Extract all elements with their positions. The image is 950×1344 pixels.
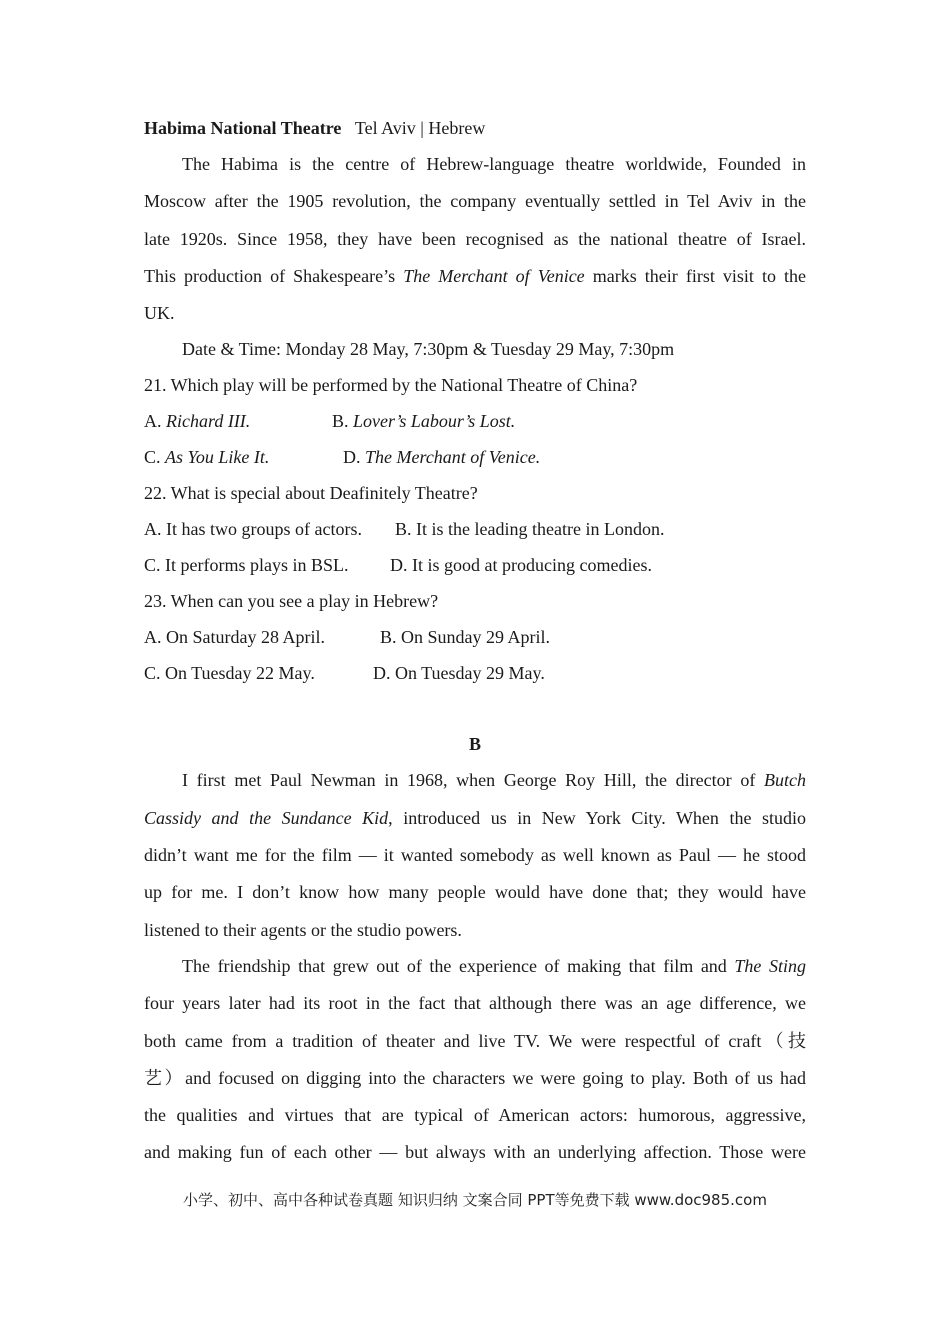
option-text: The Merchant of Venice. — [365, 447, 541, 467]
footer-watermark: 小学、初中、高中各种试卷真题 知识归纳 文案合同 PPT等免费下载 www.doc985.com — [183, 1191, 767, 1209]
passage-b-line — [144, 806, 806, 830]
passage-b-line: listened to their agents or the studio powers. — [144, 920, 462, 940]
film-title: The Sting — [734, 956, 806, 976]
question-23-option-a: A. On Saturday 28 April. — [144, 627, 325, 647]
passage-b-line: 艺）and focused on digging into the characters we were going to play. Both of us had — [144, 1068, 806, 1088]
question-23-option-b: B. On Sunday 29 April. — [380, 627, 551, 647]
question-21-stem: 21. Which play will be performed by the National Theatre of China? — [144, 375, 638, 395]
option-letter: C. — [144, 447, 166, 467]
question-22-option-c: C. It performs plays in BSL. — [144, 555, 349, 575]
question-23-option-d: D. On Tuesday 29 May. — [373, 663, 545, 683]
question-21-option-a — [144, 409, 250, 433]
theatre-location: Tel Aviv | Hebrew — [354, 118, 486, 138]
option-letter: A. — [144, 411, 166, 431]
passage-b-line: the qualities and virtues that are typical of American actors: humorous, aggressive, — [144, 1105, 806, 1125]
play-title: The Merchant of Venice — [403, 266, 585, 286]
habima-para-line: late 1920s. Since 1958, they have been recognised as the national theatre of Israel. — [144, 229, 806, 249]
option-text: Lover’s Labour’s Lost. — [353, 411, 516, 431]
option-letter: B. — [332, 411, 354, 431]
question-23-option-c: C. On Tuesday 22 May. — [144, 663, 315, 683]
habima-para-line — [144, 264, 806, 288]
passage-b-line: and making fun of each other — but always with an underlying affection. Those were — [144, 1142, 806, 1162]
passage-b-line — [144, 768, 806, 792]
text-run: The friendship that grew out of the experience of making that film and — [182, 956, 735, 976]
habima-para-line: The Habima is the centre of Hebrew-language theatre worldwide, Founded in — [182, 154, 806, 174]
question-21-option-c — [144, 445, 269, 469]
passage-b-line: didn’t want me for the film — it wanted somebody as well known as Paul — he stood — [144, 845, 806, 865]
theatre-heading — [144, 116, 485, 140]
question-22-option-a: A. It has two groups of actors. — [144, 519, 362, 539]
question-22-option-d: D. It is good at producing comedies. — [390, 555, 652, 575]
text-run: I first met Paul Newman in 1968, when George Roy Hill, the director of — [182, 770, 764, 790]
text-run: marks their first visit to the — [584, 266, 807, 286]
passage-b-line: up for me. I don’t know how many people would have done that; they would have — [144, 882, 806, 902]
passage-b-line — [144, 954, 806, 978]
theatre-name: Habima National Theatre — [144, 118, 342, 138]
question-21-option-d — [343, 445, 540, 469]
habima-para-line: Moscow after the 1905 revolution, the company eventually settled in Tel Aviv in the — [144, 191, 806, 211]
text-run: , introduced us in New York City. When the studio — [388, 808, 807, 828]
question-22-stem: 22. What is special about Deafinitely Theatre? — [144, 483, 478, 503]
passage-b-line: both came from a tradition of theater and live TV. We were respectful of craft（技 — [144, 1031, 806, 1051]
passage-b-line: four years later had its root in the fact that although there was an age difference, we — [144, 993, 806, 1013]
question-21-option-b — [332, 409, 515, 433]
option-text: As You Like It. — [165, 447, 270, 467]
option-text: Richard III. — [166, 411, 251, 431]
text-run: This production of Shakespeare’s — [144, 266, 404, 286]
section-b-label: B — [468, 734, 481, 754]
question-22-option-b: B. It is the leading theatre in London. — [395, 519, 665, 539]
question-23-stem: 23. When can you see a play in Hebrew? — [144, 591, 439, 611]
habima-datetime: Date & Time: Monday 28 May, 7:30pm & Tuesday 29 May, 7:30pm — [182, 339, 675, 359]
habima-para-line: UK. — [144, 303, 175, 323]
film-title: Butch — [764, 770, 806, 790]
option-letter: D. — [343, 447, 365, 467]
film-title: Cassidy and the Sundance Kid — [144, 808, 389, 828]
